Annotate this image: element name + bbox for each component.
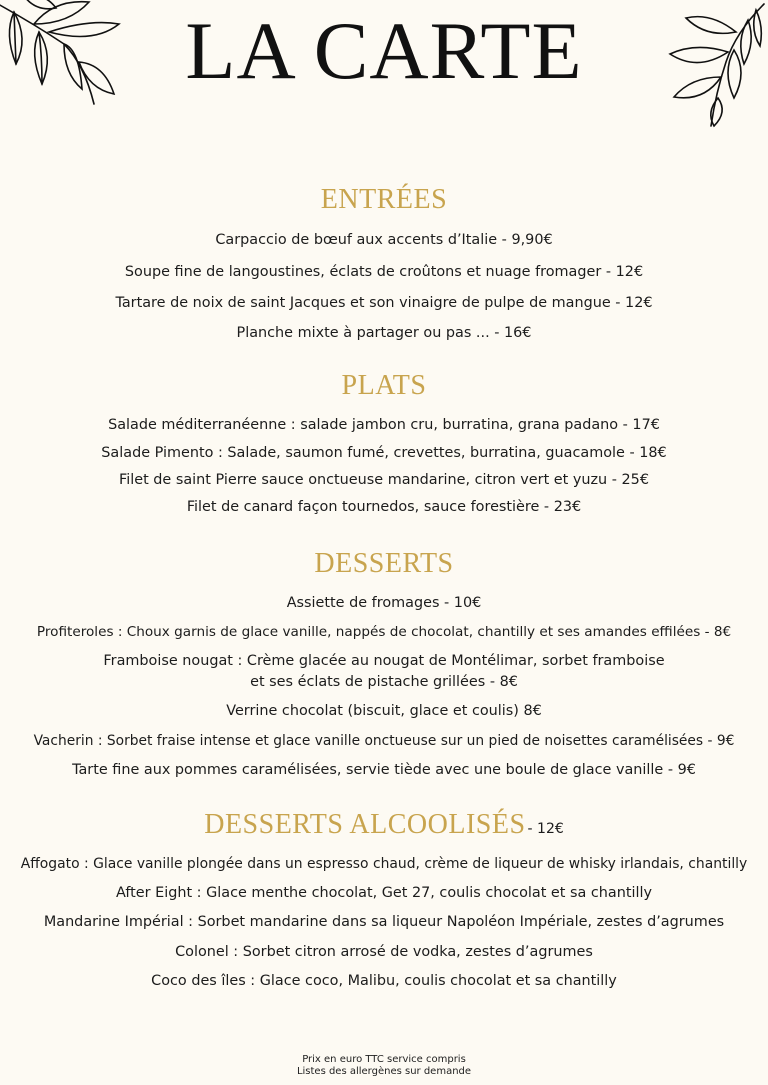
section-title-entrees: ENTRÉES xyxy=(320,184,448,215)
section-title-text: DESSERTS ALCOOLISÉS xyxy=(204,809,526,840)
section-title-desserts-alcoolises xyxy=(0,809,768,841)
menu-item: Verrine chocolat (biscuit, glace et coulis) 8€ xyxy=(226,703,542,719)
footer-notes xyxy=(0,1054,768,1078)
leaf-branch-icon xyxy=(656,2,768,128)
page-title: LA CARTE xyxy=(185,5,583,96)
menu-item: Mandarine Impérial : Sorbet mandarine dans sa liqueur Napoléon Impériale, zestes d’agrumes xyxy=(43,914,725,930)
menu-item: Coco des îles : Glace coco, Malibu, coulis chocolat et sa chantilly xyxy=(151,973,617,989)
section-title-desserts: DESSERTS xyxy=(314,548,454,579)
menu-item: Soupe fine de langoustines, éclats de croûtons et nuage fromager - 12€ xyxy=(124,264,644,280)
menu-item: Planche mixte à partager ou pas ... - 16€ xyxy=(236,325,532,341)
menu-item: et ses éclats de pistache grillées - 8€ xyxy=(250,674,518,690)
menu-item: Colonel : Sorbet citron arrosé de vodka, zestes d’agrumes xyxy=(175,944,593,960)
menu-item: Filet de canard façon tournedos, sauce forestière - 23€ xyxy=(186,499,582,515)
footer-allergens-note: Listes des allergènes sur demande xyxy=(296,1066,472,1077)
footer-price-note: Prix en euro TTC service compris xyxy=(302,1054,466,1065)
menu-item: Filet de saint Pierre sauce onctueuse mandarine, citron vert et yuzu - 25€ xyxy=(119,472,649,488)
section-price: - 12€ xyxy=(527,821,564,837)
menu-item: Carpaccio de bœuf aux accents d’Italie - 9,90€ xyxy=(215,232,553,248)
menu-item: Vacherin : Sorbet fraise intense et glace vanille onctueuse sur un pied de noisettes caramélisées - 9€ xyxy=(33,733,735,749)
menu-item: Tartare de noix de saint Jacques et son vinaigre de pulpe de mangue - 12€ xyxy=(115,295,653,311)
menu-item: Salade méditerranéenne : salade jambon cru, burratina, grana padano - 17€ xyxy=(108,417,660,433)
menu-item: Profiteroles : Choux garnis de glace vanille, nappés de chocolat, chantilly et ses amandes effilées - 8€ xyxy=(36,624,732,640)
menu-item: Salade Pimento : Salade, saumon fumé, crevettes, burratina, guacamole - 18€ xyxy=(101,445,667,461)
menu-item: Assiette de fromages - 10€ xyxy=(286,595,482,611)
menu-item: Framboise nougat : Crème glacée au nougat de Montélimar, sorbet framboise xyxy=(103,653,665,669)
menu-item: After Eight : Glace menthe chocolat, Get 27, coulis chocolat et sa chantilly xyxy=(115,885,653,901)
section-title-plats: PLATS xyxy=(341,370,427,401)
menu-item: Affogato : Glace vanille plongée dans un espresso chaud, crème de liqueur de whisky irlandais, chantilly xyxy=(20,856,748,872)
menu-item: Tarte fine aux pommes caramélisées, servie tiède avec une boule de glace vanille - 9€ xyxy=(72,762,696,778)
